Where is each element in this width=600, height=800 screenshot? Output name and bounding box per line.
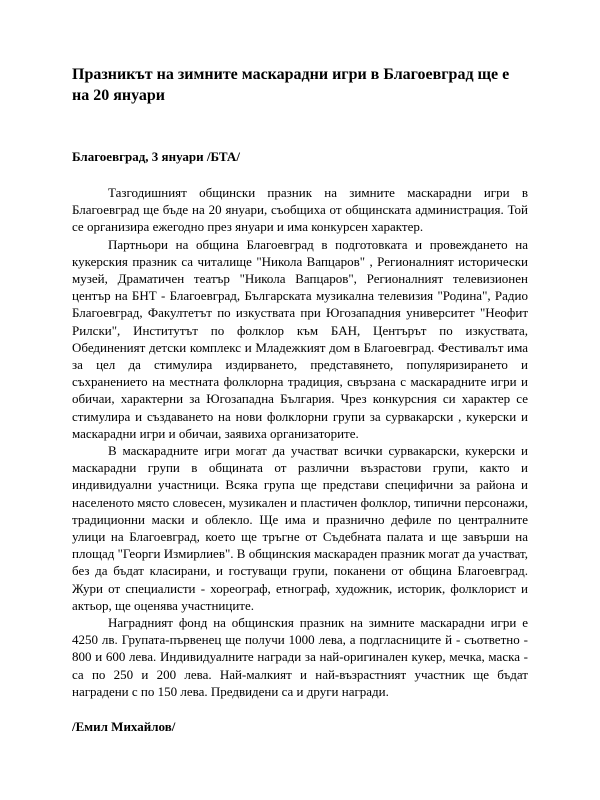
article-paragraph-3: В маскарадните игри могат да участват всички сурвакарски, кукерски и маскарадни групи в общината от различни възрастови групи, както и индивидуални участници. Всяка група ще представи специфични за района и населеното място словесен, музикален и пластичен фолклор, типични персонажи, традиционни маски и облекло. Ще има и празнично дефиле по централните улици на Благоевград, което ще тръгне от Съдебната палата и ще завърши на площад "Георги Измирлиев". В общинския маскараден празник могат да участват, без да бъдат класирани, и гостуващи групи, поканени от община Благоевград. Жури от специалисти - хореограф, етнограф, художник, историк, фолклорист и актьор, ще оценява участниците. [72,443,528,613]
article-body [72,184,528,700]
article-title: Празникът на зимните маскарадни игри в Благоевград ще е на 20 януари [72,66,510,104]
article-dateline: Благоевград, 3 януари /БТА/ [72,149,240,164]
article-paragraph-2: Партньори на община Благоевград в подготовката и провеждането на кукерския празник са читалище "Никола Вапцаров" , Регионалният исторически музей, Драматичен театър "Никола Вапцаров", Регионалният телевизионен център на БНТ - Благоевград, Българската музикална телевизия "Родина", Радио Благоевград, Факултетът по изкуствата при Югозападния университет "Неофит Рилски", Институтът по фолклор към БАН, Центърът по изкуствата, Обединеният детски комплекс и Младежкият дом в Благоевград. Фестивалът има за цел да стимулира издирването, представянето, популяризирането и съхранението на местната фолклорна традиция, свързана с маскарадните игри и обичаи, характерни за Югозападна България. Чрез конкурсния си характер се стимулира и създаването на нови фолклорни групи за сурвакарски , кукерски и маскарадни игри и обичаи, заявиха организаторите. [72,236,528,441]
document-page [72,64,528,735]
article-author: /Емил Михайлов/ [72,719,176,735]
article-paragraph-4: Наградният фонд на общинския празник на зимните маскарадни игри е 4250 лв. Групата-първенец ще получи 1000 лева, а подгласниците й - съответно - 800 и 600 лева. Индивидуалните награди за най-оригинален кукер, мечка, маска - са по 250 и 200 лева. Най-малкият и най-възрастният участник ще бъдат наградени с по 150 лева. Предвидени са и други награди. [72,615,528,699]
article-paragraph-1: Тазгодишният общински празник на зимните маскарадни игри в Благоевград ще бъде на 20 януари, съобщиха от общинската администрация. Той се организира ежегодно през януари и има конкурсен характер. [72,185,528,235]
